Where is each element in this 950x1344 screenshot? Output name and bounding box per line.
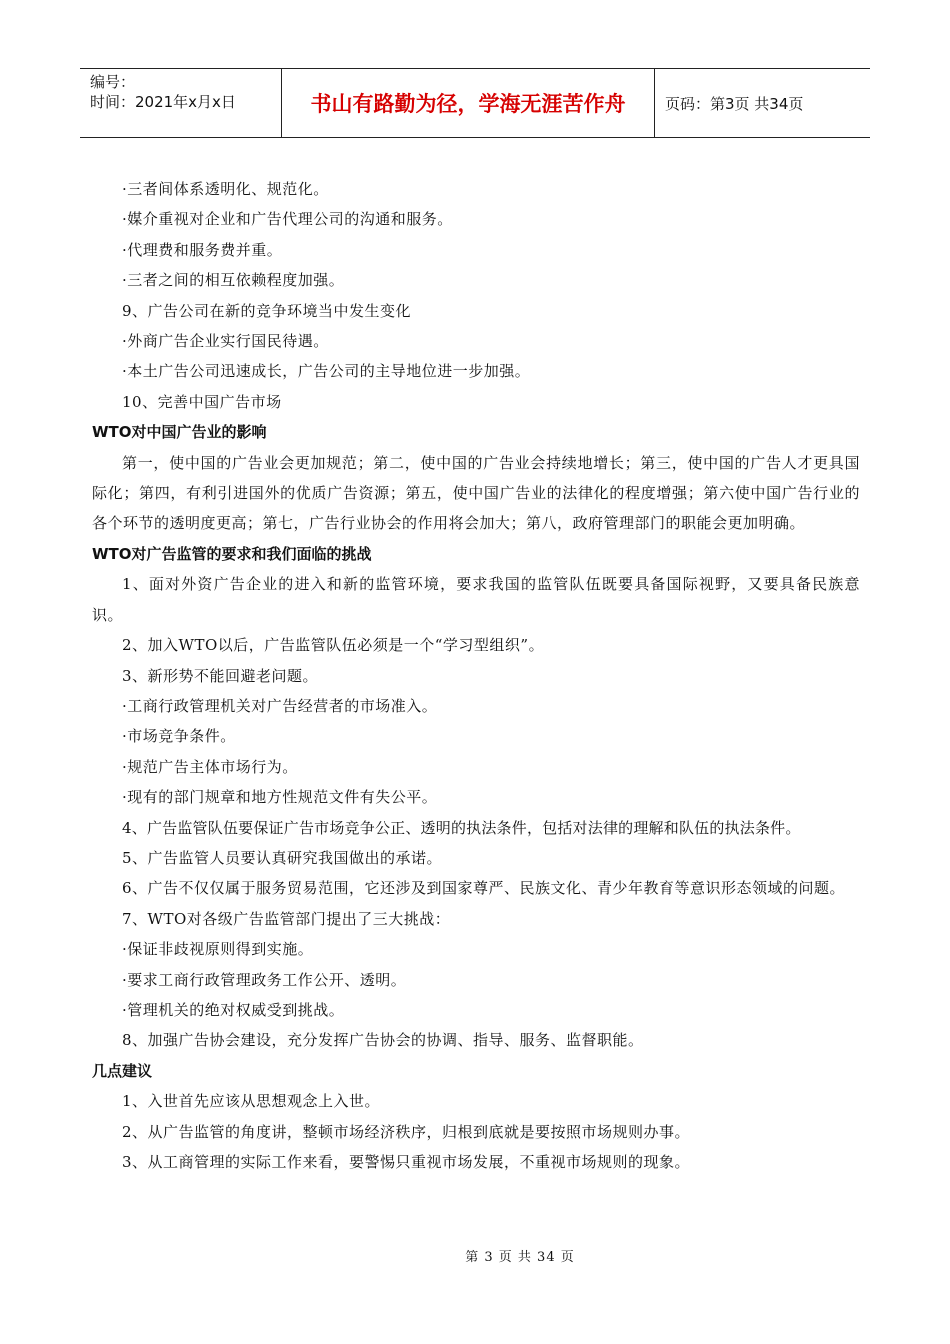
section-paragraph: ·保证非歧视原则得到实施。: [122, 940, 314, 959]
page-footer: 第 3 页 共 34 页: [465, 1250, 575, 1265]
section-paragraph: ·现有的部门规章和地方性规范文件有失公平。: [122, 788, 438, 807]
body-line: ·三者间体系透明化、规范化。: [122, 180, 329, 198]
section-paragraph: 第一，使中国的广告业会更加规范；第二，使中国的广告业会持续地增长；第三，使中国的广告人才更具国际化；第四，有利引进国外的优质广告资源；第五，使中国广告业的法律化的程度增强；第六使中国广告行业的各个环节的透明度更高；第七，广告行业协会的作用将会加大；第八，政府管理部门的职能会更加明确。: [92, 453, 860, 533]
section-paragraph: 3、从工商管理的实际工作来看，要警惕只重视市场发展，不重视市场规则的现象。: [122, 1153, 691, 1171]
section-paragraph: ·要求工商行政管理政务工作公开、透明。: [122, 970, 407, 989]
document-header: [80, 68, 870, 138]
section-paragraph: 5、广告监管人员要认真研究我国做出的承诺。: [122, 848, 443, 867]
body-line: ·媒介重视对企业和广告代理公司的沟通和服务。: [122, 210, 453, 229]
section-paragraph: ·工商行政管理机关对广告经营者的市场准入。: [122, 696, 438, 715]
body-line: 9、广告公司在新的竞争环境当中发生变化: [122, 301, 412, 320]
section-paragraph: ·管理机关的绝对权威受到挑战。: [122, 1000, 345, 1019]
section-paragraph: 4、广告监管队伍要保证广告市场竞争公正、透明的执法条件，包括对法律的理解和队伍的执法条件。: [122, 818, 801, 837]
section-heading: 几点建议: [92, 1061, 153, 1080]
body-line: ·代理费和服务费并重。: [122, 240, 283, 259]
section-paragraph: ·规范广告主体市场行为。: [122, 757, 298, 776]
section-paragraph: 6、广告不仅仅属于服务贸易范围，它还涉及到国家尊严、民族文化、青少年教育等意识形态领域的问题。: [122, 879, 846, 898]
header-number: 编号：: [90, 73, 136, 91]
section-paragraph: 2、加入WTO以后，广告监管队伍必须是一个“学习型组织”。: [122, 636, 545, 655]
section-paragraph: 7、WTO对各级广告监管部门提出了三大挑战：: [122, 909, 451, 928]
header-motto: 书山有路勤为径，学海无涯苦作舟: [282, 69, 655, 137]
section-paragraph: 1、面对外资广告企业的进入和新的监管环境，要求我国的监管队伍既要具备国际视野，又要具备民族意识。: [92, 575, 860, 624]
document-body: [92, 174, 860, 1177]
section-heading: WTO对中国广告业的影响: [92, 423, 267, 442]
section-paragraph: 1、入世首先应该从思想观念上入世。: [122, 1092, 381, 1111]
body-line: ·三者之间的相互依赖程度加强。: [122, 271, 345, 290]
header-date: 时间：2021年x月x日: [90, 93, 236, 111]
header-meta: [80, 69, 282, 137]
body-line: ·本土广告公司迅速成长，广告公司的主导地位进一步加强。: [122, 362, 531, 381]
section-paragraph: ·市场竞争条件。: [122, 727, 236, 746]
body-line: 10、完善中国广告市场: [122, 392, 282, 411]
section-paragraph: 8、加强广告协会建设，充分发挥广告协会的协调、指导、服务、监督职能。: [122, 1031, 644, 1050]
section-paragraph: 3、新形势不能回避老问题。: [122, 666, 319, 685]
section-heading: WTO对广告监管的要求和我们面临的挑战: [92, 544, 372, 563]
header-page-number: 页码：第3页 共34页: [665, 94, 804, 113]
section-paragraph: 2、从广告监管的角度讲，整顿市场经济秩序，归根到底就是要按照市场规则办事。: [122, 1122, 691, 1141]
body-line: ·外商广告企业实行国民待遇。: [122, 332, 329, 351]
